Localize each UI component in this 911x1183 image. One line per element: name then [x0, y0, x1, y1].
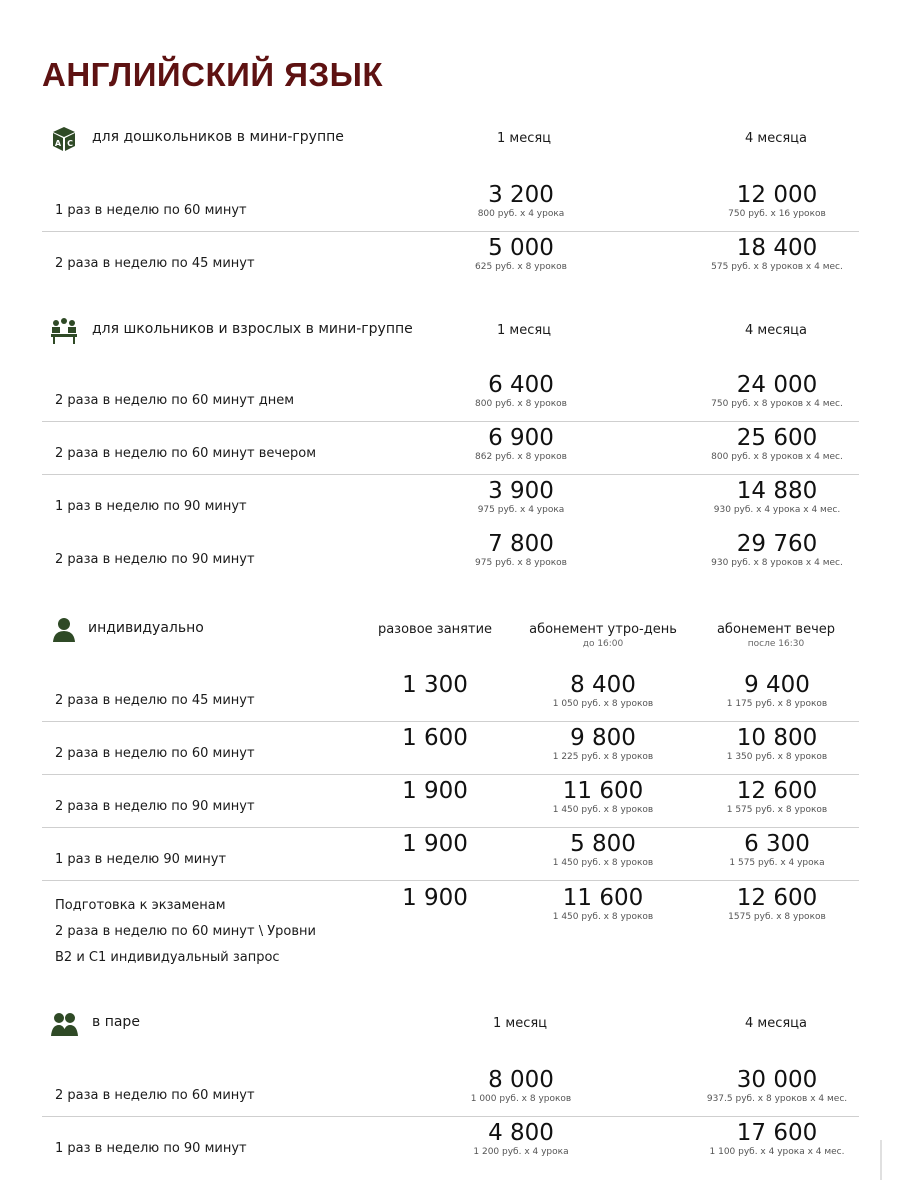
person-icon	[50, 616, 78, 644]
price-note: 862 руб. х 8 уроков	[475, 452, 567, 462]
price-row	[42, 721, 859, 775]
price-value: 3 200	[488, 182, 554, 208]
price-row	[42, 827, 859, 881]
price-value: 1 900	[402, 885, 468, 911]
price-row	[42, 474, 859, 527]
price-note: 750 руб. х 16 уроков	[728, 209, 826, 219]
section-label: для школьников и взрослых в мини-группе	[92, 321, 413, 337]
price-row	[42, 1116, 859, 1169]
price-note: 930 руб. х 4 урока х 4 мес.	[713, 505, 841, 515]
section-label: индивидуально	[88, 620, 204, 636]
price-4-months	[677, 372, 877, 409]
column-header-evening-subscription	[686, 622, 866, 649]
price-4-months	[677, 478, 877, 515]
price-value: 30 000	[736, 1067, 818, 1093]
column-note: после 16:30	[747, 639, 805, 649]
price-note: 1 450 руб. х 8 уроков	[552, 805, 654, 815]
price-day	[503, 725, 703, 762]
column-header-1-month: 1 месяц	[492, 1016, 548, 1031]
row-label: 2 раза в неделю по 90 минут	[55, 799, 255, 814]
scrollbar[interactable]	[880, 1140, 882, 1180]
classroom-icon	[50, 317, 78, 345]
column-title: абонемент утро-день	[529, 622, 677, 637]
price-1-month	[421, 478, 621, 515]
price-value: 10 800	[736, 725, 818, 751]
price-note: 1 225 руб. х 8 уроков	[552, 752, 654, 762]
row-label: 2 раза в неделю по 45 минут	[55, 256, 255, 271]
price-4-months	[677, 1067, 877, 1104]
price-row	[42, 368, 859, 422]
row-label: 2 раза в неделю по 90 минут	[55, 552, 255, 567]
column-header-single: разовое занятие	[377, 622, 493, 637]
price-note: 1 450 руб. х 8 уроков	[552, 858, 654, 868]
price-1-month	[421, 1120, 621, 1157]
price-row	[42, 178, 859, 232]
price-value: 8 000	[488, 1067, 554, 1093]
price-value: 14 880	[736, 478, 818, 504]
price-note: 1 450 руб. х 8 уроков	[552, 912, 654, 922]
price-note: 1 350 руб. х 8 уроков	[726, 752, 828, 762]
price-value: 5 000	[488, 235, 554, 261]
price-note: 930 руб. х 8 уроков х 4 мес.	[711, 558, 843, 568]
price-value: 17 600	[736, 1120, 818, 1146]
price-note: 1 575 руб. х 8 уроков	[726, 805, 828, 815]
price-value: 6 900	[488, 425, 554, 451]
price-4-months	[677, 182, 877, 219]
row-label: 1 раз в неделю по 90 минут	[55, 499, 247, 514]
price-evening	[677, 885, 877, 922]
price-note: 1 050 руб. х 8 уроков	[552, 699, 654, 709]
price-note: 1575 руб. х 8 уроков	[728, 912, 826, 922]
price-value: 9 800	[570, 725, 636, 751]
price-note: 975 руб. х 8 уроков	[475, 558, 567, 568]
price-row	[42, 881, 859, 971]
section-label: в паре	[92, 1014, 140, 1030]
column-header-day-subscription	[513, 622, 693, 649]
price-value: 12 000	[736, 182, 818, 208]
price-value: 1 900	[402, 778, 468, 804]
price-note: 1 575 руб. х 4 урока	[729, 858, 825, 868]
price-value: 6 300	[744, 831, 810, 857]
price-note: 800 руб. х 8 уроков	[475, 399, 567, 409]
column-header-4-months: 4 месяца	[745, 131, 807, 146]
svg-text:A: A	[54, 139, 62, 148]
price-day	[503, 885, 703, 922]
price-1-month	[421, 182, 621, 219]
price-1-month	[421, 235, 621, 272]
price-note: 575 руб. х 8 уроков х 4 мес.	[711, 262, 843, 272]
price-value: 1 900	[402, 831, 468, 857]
price-day	[503, 672, 703, 709]
price-evening	[677, 778, 877, 815]
price-row	[42, 1063, 859, 1117]
row-label: 2 раза в неделю по 45 минут	[55, 693, 255, 708]
price-row	[42, 668, 859, 722]
price-4-months	[677, 235, 877, 272]
price-note: 1 100 руб. х 4 урока х 4 мес.	[709, 1147, 845, 1157]
row-label-line: Подготовка к экзаменам	[55, 898, 226, 913]
section-label: для дошкольников в мини-группе	[92, 129, 344, 145]
column-note: до 16:00	[582, 639, 624, 649]
row-label-line: В2 и С1 индивидуальный запрос	[55, 950, 280, 965]
row-label-line: 2 раза в неделю по 60 минут \ Уровни	[55, 924, 316, 939]
svg-text:C: C	[67, 139, 73, 148]
price-1-month	[421, 1067, 621, 1104]
row-label: 2 раза в неделю по 60 минут	[55, 1088, 255, 1103]
price-row	[42, 421, 859, 475]
row-label: 1 раз в неделю по 90 минут	[55, 1141, 247, 1156]
price-4-months	[677, 531, 877, 568]
price-note: 975 руб. х 4 урока	[477, 505, 565, 515]
price-note: 750 руб. х 8 уроков х 4 мес.	[711, 399, 843, 409]
price-evening	[677, 672, 877, 709]
abc-cube-icon	[50, 125, 78, 153]
price-value: 1 300	[402, 672, 468, 698]
row-label: 1 раз в неделю по 60 минут	[55, 203, 247, 218]
price-4-months	[677, 1120, 877, 1157]
price-day	[503, 831, 703, 868]
price-note: 937.5 руб. х 8 уроков х 4 мес.	[706, 1094, 848, 1104]
price-value: 24 000	[736, 372, 818, 398]
price-value: 9 400	[744, 672, 810, 698]
price-value: 5 800	[570, 831, 636, 857]
price-value: 3 900	[488, 478, 554, 504]
price-value: 11 600	[562, 885, 644, 911]
page-title: АНГЛИЙСКИЙ ЯЗЫК	[42, 56, 384, 93]
row-label: 2 раза в неделю по 60 минут вечером	[55, 446, 317, 461]
column-title: абонемент вечер	[716, 622, 836, 637]
price-day	[503, 778, 703, 815]
price-note: 1 175 руб. х 8 уроков	[726, 699, 828, 709]
two-people-icon	[50, 1010, 78, 1038]
price-note: 800 руб. х 8 уроков х 4 мес.	[711, 452, 843, 462]
row-label: 1 раз в неделю 90 минут	[55, 852, 227, 867]
price-value: 4 800	[488, 1120, 554, 1146]
price-evening	[677, 725, 877, 762]
price-value: 29 760	[736, 531, 818, 557]
price-row	[42, 774, 859, 828]
price-value: 18 400	[736, 235, 818, 261]
column-header-4-months: 4 месяца	[745, 323, 807, 338]
price-value: 12 600	[736, 885, 818, 911]
price-value: 12 600	[736, 778, 818, 804]
price-1-month	[421, 531, 621, 568]
price-row	[42, 527, 859, 580]
column-header-1-month: 1 месяц	[496, 131, 552, 146]
price-value: 1 600	[402, 725, 468, 751]
price-4-months	[677, 425, 877, 462]
price-note: 1 200 руб. х 4 урока	[473, 1147, 569, 1157]
price-note: 1 000 руб. х 8 уроков	[470, 1094, 572, 1104]
price-note: 800 руб. х 4 урока	[477, 209, 565, 219]
price-value: 8 400	[570, 672, 636, 698]
column-header-1-month: 1 месяц	[496, 323, 552, 338]
price-row	[42, 231, 859, 284]
row-label-multiline	[55, 893, 316, 971]
price-1-month	[421, 425, 621, 462]
row-label: 2 раза в неделю по 60 минут днем	[55, 393, 295, 408]
price-note: 625 руб. х 8 уроков	[475, 262, 567, 272]
price-value: 11 600	[562, 778, 644, 804]
price-value: 25 600	[736, 425, 818, 451]
price-value: 6 400	[488, 372, 554, 398]
price-1-month	[421, 372, 621, 409]
price-evening	[677, 831, 877, 868]
price-value: 7 800	[488, 531, 554, 557]
column-header-4-months: 4 месяца	[745, 1016, 807, 1031]
row-label: 2 раза в неделю по 60 минут	[55, 746, 255, 761]
